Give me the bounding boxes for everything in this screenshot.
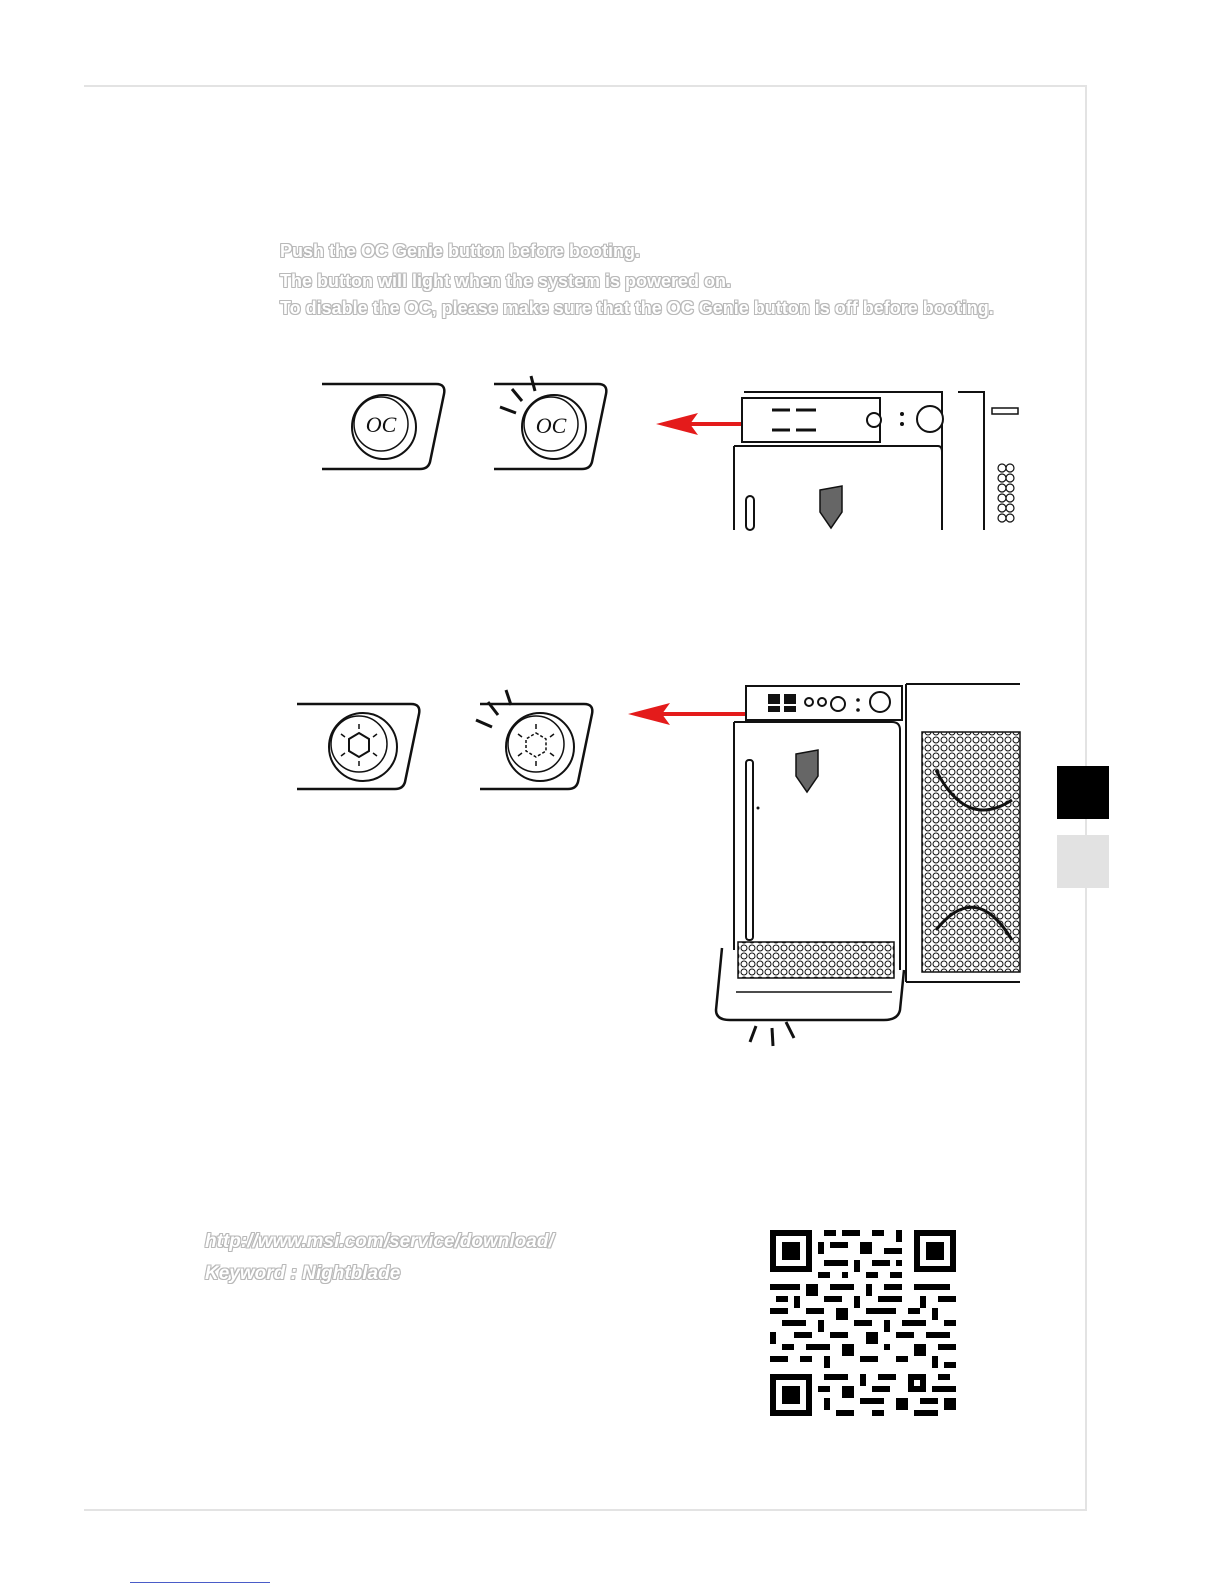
light-button-off-illustration bbox=[293, 702, 433, 794]
oc-button-off-illustration bbox=[318, 382, 458, 474]
section-tab-inactive bbox=[1057, 835, 1109, 888]
qr-code bbox=[770, 1230, 956, 1416]
pc-front-illustration-2 bbox=[716, 680, 1020, 1062]
instructions-block bbox=[280, 236, 1018, 321]
download-url[interactable]: http://www.msi.com/service/download/ bbox=[205, 1231, 554, 1252]
oc-button-on-illustration bbox=[488, 372, 620, 474]
section-tab-active bbox=[1057, 766, 1109, 819]
page-frame-top bbox=[84, 85, 1087, 87]
qr-finder-top-left bbox=[770, 1230, 812, 1272]
footer-rule bbox=[130, 1582, 270, 1583]
pc-front-illustration-1 bbox=[730, 388, 1020, 530]
oc-label-off: OC bbox=[365, 412, 397, 437]
instruction-line-1: Push the OC Genie button before booting. bbox=[280, 241, 640, 261]
instruction-line-3: To disable the OC, please make sure that the OC Genie button is off before booting. bbox=[280, 298, 994, 318]
instruction-line-2: The button will light when the system is powered on. bbox=[280, 271, 732, 291]
qr-finder-top-right bbox=[914, 1230, 956, 1272]
page-frame-bottom bbox=[84, 1509, 1087, 1511]
qr-finder-bottom-left bbox=[770, 1374, 812, 1416]
download-keyword: Keyword : Nightblade bbox=[205, 1263, 401, 1284]
oc-label-on: OC bbox=[535, 413, 567, 438]
download-info bbox=[205, 1226, 554, 1290]
light-button-on-illustration bbox=[474, 690, 606, 794]
